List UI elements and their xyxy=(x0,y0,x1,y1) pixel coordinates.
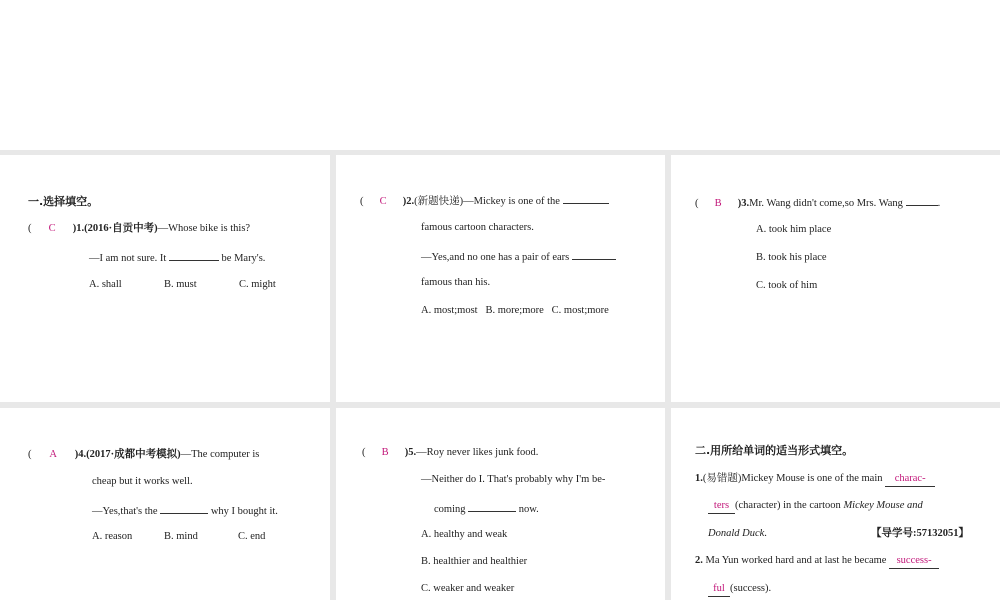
panel-question-5 xyxy=(336,408,665,600)
answer-4: A xyxy=(49,449,57,460)
blank xyxy=(563,193,609,204)
option-c: C. end xyxy=(238,531,266,542)
blank xyxy=(160,503,208,514)
question-1-line-1: ( C )1.(2016·自贡中考)—Whose bike is this? xyxy=(28,223,251,234)
question-5-line-1: ( B )5.—Roy never likes junk food. xyxy=(362,447,539,458)
fill-2-line-2: ful (success). xyxy=(708,582,771,597)
option-b: B. healthier and healthier xyxy=(421,556,528,567)
answer-2: C xyxy=(379,196,387,207)
answer-3: B xyxy=(714,198,722,209)
blank xyxy=(468,501,516,512)
fill-1-line-3: Donald Duck. xyxy=(708,528,767,539)
question-5-line-2: —Neither do I. That's probably why I'm be- xyxy=(421,474,606,485)
question-4-line-1: ( A )4.(2017·成都中考模拟)—The computer is xyxy=(28,449,260,460)
fill-answer-2b: ful xyxy=(708,582,730,597)
section-title-1: 一.选择填空。 xyxy=(28,195,99,208)
question-2-line-1: ( C )2.(新题快递)—Mickey is one of the xyxy=(360,193,609,209)
fill-2-line-1: 2. Ma Yun worked hard and at last he became success- xyxy=(695,554,939,569)
blank xyxy=(572,249,616,260)
question-2-line-4: famous than his. xyxy=(421,277,491,288)
question-4-line-2: cheap but it works well. xyxy=(92,476,193,487)
option-c: C. weaker and weaker xyxy=(421,583,515,594)
panel-question-1 xyxy=(0,155,330,402)
question-1-line-2: —I am not sure. It be Mary's. xyxy=(89,250,265,266)
fill-1-line-2: ters (character) in the cartoon Mickey Mouse and xyxy=(708,499,923,514)
option-a: A. reason xyxy=(92,531,133,542)
option-a: A. took him place xyxy=(756,224,832,235)
panel-question-3 xyxy=(671,155,1000,402)
question-3-line-1: ( B )3.Mr. Wang didn't come,so Mrs. Wang . xyxy=(695,195,940,211)
question-4-line-3: —Yes,that's the why I bought it. xyxy=(92,503,278,519)
top-blank-area xyxy=(0,0,1000,150)
panel-question-4 xyxy=(0,408,330,600)
option-a: A. shall xyxy=(89,279,122,290)
option-a: A. healthy and weak xyxy=(421,529,508,540)
fill-answer-1a: charac- xyxy=(885,472,935,487)
answer-1: C xyxy=(48,223,56,234)
blank xyxy=(169,250,219,261)
option-c: C. took of him xyxy=(756,280,818,291)
question-2-options: A. most;most B. more;more C. most;more xyxy=(421,305,609,316)
section-title-2: 二.用所给单词的适当形式填空。 xyxy=(695,444,854,457)
fill-answer-2a: success- xyxy=(889,554,939,569)
answer-5: B xyxy=(381,447,389,458)
panel-question-2 xyxy=(336,155,665,402)
option-b: B. mind xyxy=(164,531,198,542)
option-b: B. must xyxy=(164,279,197,290)
question-2-line-3: —Yes,and no one has a pair of ears xyxy=(421,249,616,265)
question-5-line-3: coming now. xyxy=(434,501,539,517)
option-b: B. took his place xyxy=(756,252,827,263)
fill-answer-1b: ters xyxy=(708,499,735,514)
blank xyxy=(906,195,938,206)
guide-number: 【导学号:57132051】 xyxy=(871,528,969,539)
fill-1-line-1: 1.(易错题)Mickey Mouse is one of the main charac- xyxy=(695,472,935,487)
option-c: C. might xyxy=(239,279,276,290)
question-2-line-2: famous cartoon characters. xyxy=(421,222,534,233)
panel-fill-in xyxy=(671,408,1000,600)
